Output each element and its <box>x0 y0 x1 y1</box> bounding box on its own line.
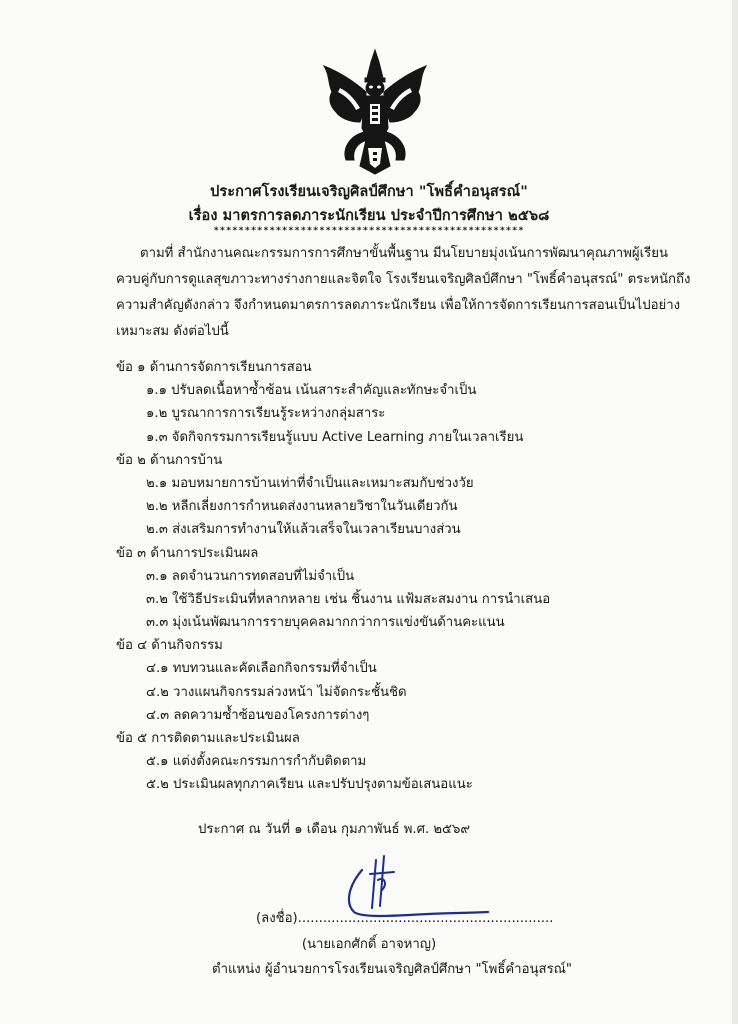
measures-list <box>116 356 676 797</box>
intro-paragraph <box>116 241 691 345</box>
title-separator: ************************************************** <box>213 226 525 236</box>
section-heading: ข้อ ๕ การติดตามและประเมินผล <box>116 731 300 746</box>
section-item: ๔.๑ ทบทวนและคัดเลือกกิจกรรมที่จำเป็น <box>146 661 377 677</box>
announcement-date: ประกาศ ณ วันที่ ๑ เดือน กุมภาพันธ์ พ.ศ. ๒๕๖๙ <box>198 822 471 837</box>
intro-line: ตามที่ สำนักงานคณะกรรมการการศึกษาขั้นพื้นฐาน มีนโยบายมุ่งเน้นการพัฒนาคุณภาพผู้เรียน <box>140 246 668 261</box>
section-item: ๓.๑ ลดจำนวนการทดสอบที่ไม่จำเป็น <box>146 568 355 584</box>
document-title: ประกาศโรงเรียนเจริญศิลป์ศึกษา "โพธิ์คำอนุสรณ์" <box>210 184 528 200</box>
section-item: ๓.๓ มุ่งเน้นพัฒนาการรายบุคคลมากกว่าการแข่งขันด้านคะแนน <box>146 615 505 631</box>
section-item: ๔.๒ วางแผนกิจกรรมล่วงหน้า ไม่จัดกระชั้นชิด <box>146 684 407 700</box>
signer-name: (นายเอกศักดิ์ อาจหาญ) <box>301 937 437 952</box>
section-item: ๒.๑ มอบหมายการบ้านเท่าที่จำเป็นและเหมาะสมกับช่วงวัย <box>146 475 474 491</box>
section-item: ๕.๑ แต่งตั้งคณะกรรมการกำกับติดตาม <box>146 754 367 770</box>
section-heading: ข้อ ๔ ด้านกิจกรรม <box>116 638 223 654</box>
section-heading: ข้อ ๓ ด้านการประเมินผล <box>116 545 259 561</box>
garuda-emblem-icon <box>320 48 430 176</box>
document-subject: เรื่อง มาตรการลดภาระนักเรียน ประจำปีการศึกษา ๒๕๖๘ <box>188 208 550 224</box>
section-item: ๒.๓ ส่งเสริมการทำงานให้แล้วเสร็จในเวลาเรียนบางส่วน <box>146 522 461 538</box>
section-item: ๑.๒ บูรณาการการเรียนรู้ระหว่างกลุ่มสาระ <box>146 406 386 422</box>
section-item: ๔.๓ ลดความซ้ำซ้อนของโครงการต่างๆ <box>146 707 370 723</box>
intro-line: เหมาะสม ดังต่อไปนี้ <box>116 324 229 339</box>
section-heading: ข้อ ๒ ด้านการบ้าน <box>116 452 223 468</box>
section-item: ๑.๑ ปรับลดเนื้อหาซ้ำซ้อน เน้นสาระสำคัญและทักษะจำเป็น <box>146 383 477 399</box>
section-item: ๑.๓ จัดกิจกรรมการเรียนรู้แบบ Active Learning ภายในเวลาเรียน <box>146 429 524 445</box>
section-item: ๓.๒ ใช้วิธีประเมินที่หลากหลาย เช่น ชิ้นงาน แฟ้มสะสมงาน การนำเสนอ <box>146 591 551 607</box>
signature-line: (ลงชื่อ)............................................................. <box>256 911 554 926</box>
signer-position: ตำแหน่ง ผู้อำนวยการโรงเรียนเจริญศิลป์ศึกษา "โพธิ์คำอนุสรณ์" <box>212 962 572 977</box>
intro-line: ความสำคัญดังกล่าว จึงกำหนดมาตรการลดภาระนักเรียน เพื่อให้การจัดการเรียนการสอนเป็นไปอย่าง <box>116 298 681 313</box>
intro-line: ควบคู่กับการดูแลสุขภาวะทางร่างกายและจิตใจ โรงเรียนเจริญศิลป์ศึกษา "โพธิ์คำอนุสรณ์" ตระหนักถึง <box>116 272 691 287</box>
section-heading: ข้อ ๑ ด้านการจัดการเรียนการสอน <box>116 360 312 375</box>
section-item: ๒.๒ หลีกเลี่ยงการกำหนดส่งงานหลายวิชาในวันเดียวกัน <box>146 499 458 515</box>
section-item: ๕.๒ ประเมินผลทุกภาคเรียน และปรับปรุงตามข้อเสนอแนะ <box>146 777 473 793</box>
